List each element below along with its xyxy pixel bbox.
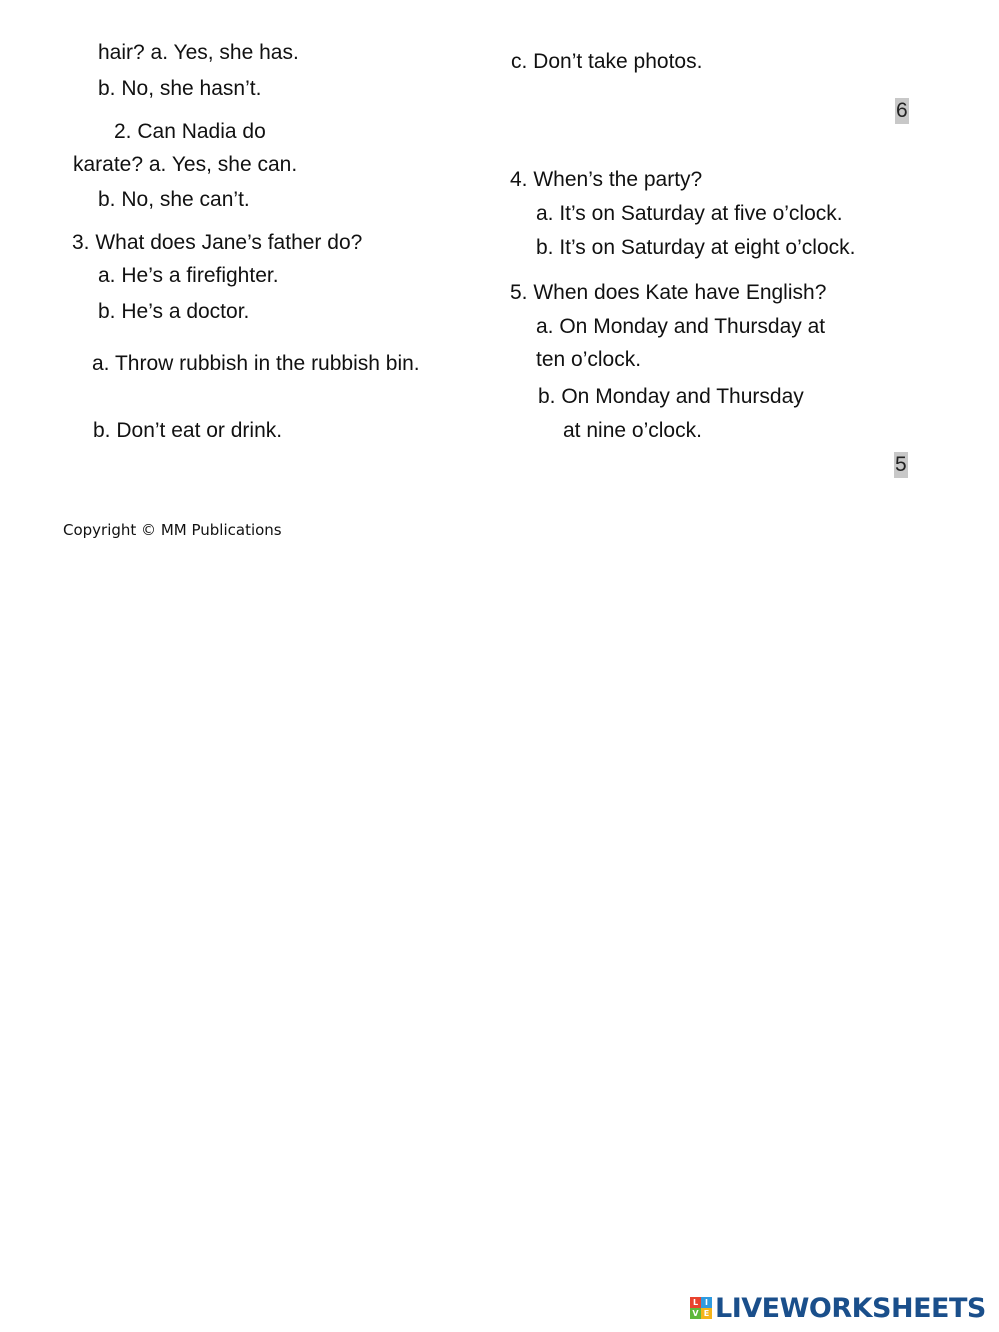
logo-letter-e: E <box>701 1308 712 1319</box>
answer-option-b-line1: b. On Monday and Thursday <box>538 385 804 408</box>
question-3: 3. What does Jane’s father do? <box>72 231 363 254</box>
answer-option-a-line2: ten o’clock. <box>536 348 642 371</box>
sign-option-c: c. Don’t take photos. <box>511 50 703 73</box>
logo-letter-i: I <box>701 1297 712 1308</box>
question-4: 4. When’s the party? <box>510 168 703 191</box>
answer-option-a-line1: a. On Monday and Thursday at <box>536 315 826 338</box>
copyright-notice: Copyright © MM Publications <box>63 521 282 539</box>
question-5: 5. When does Kate have English? <box>510 281 827 304</box>
brand-name: LIVEWORKSHEETS <box>715 1292 986 1324</box>
answer-option-a-five: a. It’s on Saturday at five o’clock. <box>536 202 843 225</box>
liveworksheets-logo[interactable] <box>690 1292 986 1324</box>
answer-option-b-hasnt: b. No, she hasn’t. <box>98 77 262 100</box>
sign-option-a: a. Throw rubbish in the rubbish bin. <box>92 352 420 375</box>
score-badge-top: 6 <box>896 99 908 122</box>
score-badge-bottom: 5 <box>895 453 907 476</box>
answer-line-hair: hair? a. Yes, she has. <box>98 41 299 64</box>
liveworksheets-icon <box>690 1297 712 1319</box>
logo-letter-l: L <box>690 1297 701 1308</box>
logo-letter-v: V <box>690 1308 701 1319</box>
answer-option-b-line2: at nine o’clock. <box>563 419 702 442</box>
question-2-part2: karate? a. Yes, she can. <box>73 153 298 176</box>
sign-option-b: b. Don’t eat or drink. <box>93 419 283 442</box>
answer-option-a-firefighter: a. He’s a firefighter. <box>98 264 279 287</box>
answer-option-b-cant: b. No, she can’t. <box>98 188 250 211</box>
answer-option-b-eight: b. It’s on Saturday at eight o’clock. <box>536 236 856 259</box>
question-2-part1: 2. Can Nadia do <box>114 120 266 143</box>
answer-option-b-doctor: b. He’s a doctor. <box>98 300 250 323</box>
